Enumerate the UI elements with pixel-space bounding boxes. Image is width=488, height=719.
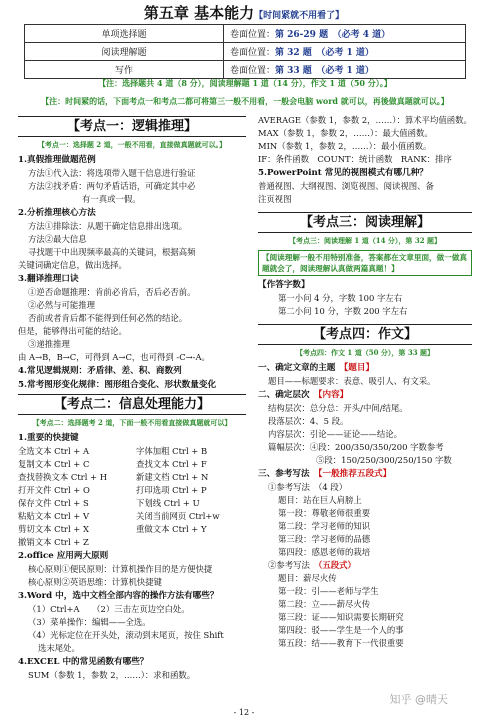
text-line: 但是，能够得出可能的结论。 [18, 326, 127, 336]
table-row [25, 43, 466, 61]
text-line: 关键词确定信息，做出选择。 [18, 260, 127, 270]
heading-text: 二、确定层次 [258, 390, 310, 400]
position-value: 第 32 题 [275, 48, 312, 58]
heading-tag: 【题目】 [343, 363, 375, 373]
list-item: 第二段：学习老师的知识 [278, 521, 371, 531]
topic-heading [258, 362, 472, 375]
shortcut-item: 查找文本 Ctrl + F [136, 459, 207, 469]
left-column [18, 114, 246, 682]
text-line: 否前或者肯后都不能得到任何必然的结论。 [28, 313, 188, 323]
reading-tip-box: 【阅读理解一般不用特别准备，答案都在文章里面，做一做真题就会了，阅读理解认真做两篇真题！】 [258, 250, 472, 276]
text-line: （4）光标定位在开头处，滚动到末尾页，按住 Shift [28, 630, 224, 640]
topic-heading: 2.office 应用两大原则 [18, 551, 109, 561]
topic-heading: 4.EXCEL 中的常见函数有哪些？ [18, 657, 149, 667]
section-note: 【考点三：阅读理解 1 道（14 分），第 32 题】 [288, 236, 442, 245]
text-line: 有一真或一假。 [82, 194, 141, 204]
section-note: 【考点四：作文 1 道（50 分），第 33 题】 [295, 348, 435, 357]
position-prefix: 卷面位置： [230, 30, 276, 40]
table-cell-position [224, 43, 466, 61]
topic-heading [258, 389, 472, 402]
score-note: 【注：选择题共 4 道（8 分），阅读理解题 1 道（14 分），作文 1 道（50 分）。】 [98, 78, 392, 88]
text-line: ①参考写法 （4 段） [268, 482, 348, 492]
position-prefix: 卷面位置： [230, 66, 276, 76]
text-line: 结构层次：总分总：开头/中间/结尾。 [268, 403, 408, 413]
shortcut-item: 新建文档 Ctrl + N [136, 472, 209, 482]
text-line: ①逆否命题推理：肯前必肯后，否后必否前。 [28, 287, 196, 297]
section-heading-logic: 【考点一：逻辑推理】 [18, 116, 246, 137]
text-line: 方法②最大信息 [28, 234, 87, 244]
list-item: 第三段：学习老师的品德 [278, 534, 371, 544]
list-item: 第四段：感恩老师的栽培 [278, 547, 371, 557]
topic-heading: 3.翻译推理口诀 [18, 274, 79, 284]
table-cell-type: 单项选择题 [25, 25, 224, 43]
topic-heading: 2.分析推理核心方法 [18, 208, 96, 218]
heading-tag: 【一般推荐五段式】 [318, 469, 392, 479]
position-value: 第 26-29 题 [275, 30, 329, 40]
text-line: 段落层次：4、5 段。 [268, 416, 349, 426]
topic-heading: 5.常考图形变化规律：图形组合变化、形状数量变化 [18, 380, 217, 390]
topic-heading: 4.常见逻辑规则：矛盾律、差、积、商数列 [18, 366, 182, 376]
list-item: 第三段：证——知识需要长期研究 [278, 612, 404, 622]
text-line: （1）Ctrl+A （2）三击左页边空白处。 [28, 604, 190, 614]
text-line: SUM（参数 1，参数 2，……）：求和函数。 [28, 670, 196, 680]
text-line: MAX（参数 1，参数 2，……）：最大值函数。 [258, 128, 433, 138]
shortcut-item: 字体加粗 Ctrl + B [136, 446, 208, 456]
shortcut-item: 撤销文本 Ctrl + Z [18, 537, 89, 547]
shortcut-item: 打印选项 Ctrl + P [136, 485, 207, 495]
table-cell-position [224, 25, 466, 43]
right-column [258, 114, 472, 650]
text-line: IF：条件函数 COUNT：统计函数 RANK：排序 [258, 154, 452, 164]
chapter-title: 第五章 基本能力 [143, 4, 255, 22]
text-line: 第二小问 10 分，字数 200 字左右 [278, 306, 408, 316]
table-row [25, 61, 466, 79]
text-line: 内容层次：引论——证论——结论。 [268, 429, 402, 439]
chapter-subtitle: 【时间紧就不用看了】 [254, 11, 345, 21]
list-item: 第四段：驳——学生是一个人的事 [278, 625, 404, 635]
position-prefix: 卷面位置： [230, 48, 276, 58]
text-line: ②必然与可能推理 [28, 300, 95, 310]
table-cell-type: 阅读理解题 [25, 43, 224, 61]
text-line: 方法①排除法：从题干确定信息排出选项。 [28, 221, 188, 231]
table-cell-type: 写作 [25, 61, 224, 79]
text-line: 由 A→B，B→C，可得到 A→C，也可得到 -C→-A。 [18, 352, 210, 362]
text-line: AVERAGE（参数 1，参数 2，……）：算术平均值函数。 [258, 115, 472, 125]
shortcut-item: 保存文件 Ctrl + S [18, 498, 89, 508]
topic-heading: 5.PowerPoint 常见的视图模式有哪几种？ [258, 168, 428, 178]
list-item: 第二段：立——薪尽火传 [278, 599, 371, 609]
list-item: 第五段：结——教育下一代很重要 [278, 638, 404, 648]
shortcut-item: 下划线 Ctrl + U [136, 498, 200, 508]
text-line: 第一小问 4 分，字数 100 字左右 [278, 293, 403, 303]
text-line: ⑤段：150/250/300/250/150 字数 [316, 455, 452, 465]
question-type-table [24, 24, 466, 79]
section-note: 【考点一：选择题 2 道，一般不用看，直接做真题就可以。】 [37, 140, 227, 149]
topic-heading: 3.Word 中，选中文档全部内容的操作方法有哪些？ [18, 591, 219, 601]
heading-text: 一、确定文章的主题 [258, 363, 336, 373]
list-item: 题目：薪尽火传 [278, 573, 337, 583]
section-heading-reading: 【考点三：阅读理解】 [258, 212, 472, 233]
shortcut-item: 查找替换文本 Ctrl + H [18, 472, 108, 482]
table-cell-position [224, 61, 466, 79]
text-line: 题目——标题要求：表意、吸引人、有文采。 [268, 376, 436, 386]
page-number: - 12 - [233, 708, 255, 717]
heading-tag: 【内容】 [318, 390, 349, 400]
shortcut-item: 全选文本 Ctrl + A [18, 446, 90, 456]
shortcut-item [136, 536, 246, 549]
text-line: 寻找题干中出现频率最高的关键词，根据高频 [28, 247, 196, 257]
text-line: （3）菜单操作：编辑——全选。 [28, 617, 151, 627]
section-heading-writing: 【考点四：作文】 [258, 324, 472, 345]
text-line: MIN（参数 1，参数 2，……）：最小值函数。 [258, 141, 432, 151]
heading-tag: （五段式） [318, 560, 356, 570]
list-item: 第一段：引——老师与学生 [278, 586, 379, 596]
shortcut-item: 剪切文本 Ctrl + X [18, 524, 89, 534]
text-line: 篇幅层次：④段：200/350/350/200 字数参考 [268, 442, 444, 452]
text-line: 方法①代入法：将选项带入题干信息进行验证 [28, 168, 196, 178]
watermark: 知乎 @晴天 [389, 693, 448, 706]
topic-heading: 【作答字数】 [258, 280, 310, 290]
section-heading-info: 【考点二：信息处理能力】 [18, 394, 246, 415]
text-line: 核心原则①便民原则：计算机操作目的是方便快捷 [28, 564, 213, 574]
shortcut-grid [18, 445, 246, 549]
shortcut-item: 重做文本 Ctrl + Y [136, 524, 207, 534]
topic-heading: 1.真假推理做题范例 [18, 155, 96, 165]
list-item: 题目：站在巨人肩膀上 [278, 495, 362, 505]
shortcut-item: 打开文件 Ctrl + O [18, 485, 90, 495]
table-row [25, 25, 466, 43]
text-line: 核心原则②英语思维：计算机快捷键 [28, 577, 162, 587]
section-note: 【考点二：选择题考 2 道，下面一般不用看直接做真题就可以】 [32, 418, 232, 427]
text-line: 选末尾处。 [38, 643, 80, 653]
text-line: 普通视图、大纲视图、浏览视图、阅读视图、备 [258, 181, 434, 191]
text-line: ③递推推理 [28, 339, 70, 349]
text-line [258, 559, 472, 572]
page-title [0, 2, 488, 23]
shortcut-item: 复制文本 Ctrl + C [18, 459, 90, 469]
heading-text: 三、参考写法 [258, 469, 310, 479]
required-count: （必考 1 道） [320, 66, 374, 76]
shortcut-item: 粘贴文本 Ctrl + V [18, 511, 90, 521]
list-item: 第一段：尊敬老师很重要 [278, 508, 371, 518]
required-count: （必考 4 道） [337, 30, 391, 40]
topic-heading [258, 468, 472, 481]
text-line: 注页视图 [258, 194, 292, 204]
required-count: （必考 1 道） [320, 48, 374, 58]
study-tip-note: 【注：时间紧的话，下面考点一和考点二都可将第三一般不用看，一般会电脑 word 就可以，再後做真题就可以。】 [41, 96, 449, 106]
shortcut-item: 关闭当前网页 Ctrl+w [136, 511, 220, 521]
heading-text: ②参考写法 [268, 560, 310, 570]
text-line: 方法②找矛盾：两句矛盾话语，可确定其中必 [28, 181, 196, 191]
topic-heading: 1.重要的快捷键 [18, 433, 79, 443]
position-value: 第 33 题 [275, 66, 312, 76]
